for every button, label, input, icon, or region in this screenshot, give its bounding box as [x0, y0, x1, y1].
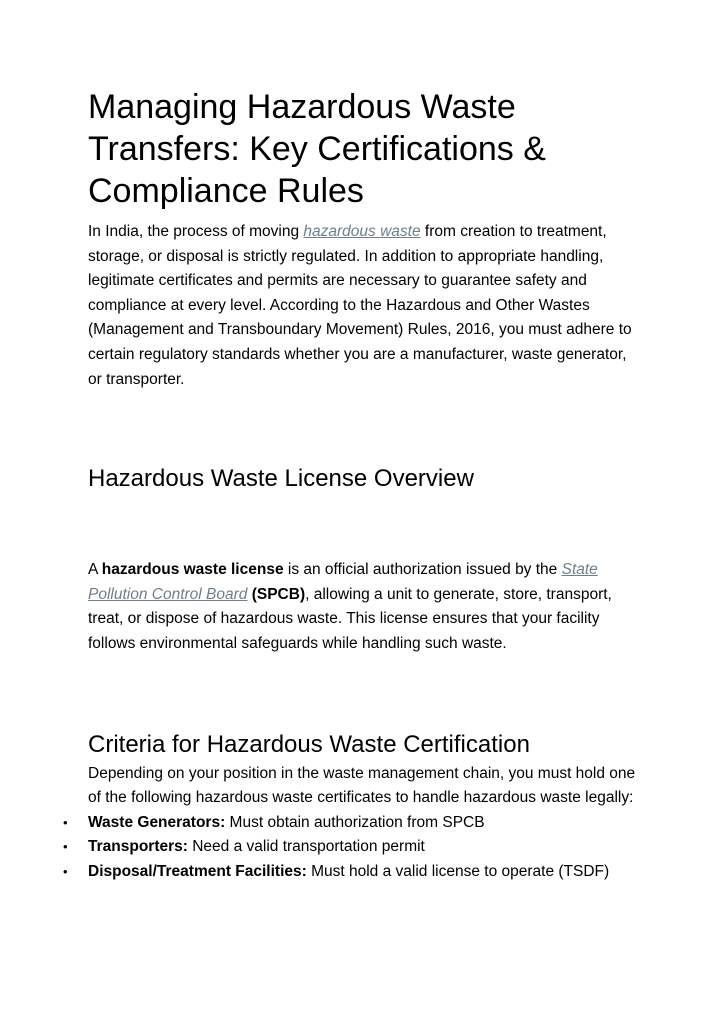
license-text-mid: is an official authorization issued by the: [283, 561, 562, 579]
list-item: [63, 860, 640, 885]
license-paragraph: [88, 558, 640, 656]
list-item-label: Transporters:: [88, 838, 188, 856]
intro-paragraph: [88, 220, 640, 392]
criteria-list: [63, 811, 640, 885]
document-page: [63, 86, 640, 885]
list-item-text: Must hold a valid license to operate (TSDF): [306, 862, 610, 880]
license-bold-abbr: (SPCB): [251, 585, 306, 603]
list-item: [63, 811, 640, 836]
list-item: [63, 835, 640, 860]
list-item-label: Disposal/Treatment Facilities:: [88, 862, 307, 880]
license-text-end: , allowing a unit to generate, store, transport, treat, or dispose of hazardous waste. This license ensures that your facility follows environmental safeguards while handling such waste.: [88, 585, 612, 652]
list-item-label: Waste Generators:: [88, 813, 226, 831]
criteria-intro: Depending on your position in the waste management chain, you must hold one of the following hazardous waste certificates to handle hazardous waste legally:: [88, 764, 636, 807]
license-text-start: A: [88, 561, 102, 579]
page-title: Managing Hazardous Waste Transfers: Key Certifications & Compliance Rules: [88, 88, 546, 210]
license-bold-term: hazardous waste license: [101, 561, 284, 579]
bullet-icon: •: [63, 839, 68, 855]
list-item-text: Need a valid transportation permit: [187, 838, 425, 856]
criteria-heading: Criteria for Hazardous Waste Certification: [88, 730, 530, 758]
intro-text-start: In India, the process of moving: [88, 223, 304, 240]
spcb-link[interactable]: State Pollution Control Board: [88, 561, 598, 603]
bullet-icon: •: [63, 863, 68, 879]
intro-text-end: from creation to treatment, storage, or disposal is strictly regulated. In addition to appropriate handling, legitimate certificates and permits are necessary to guarantee safety and compliance at every level. According to the Hazardous and Other Wastes (Management and Transboundary Movement) Rules, 2016, you must adhere to certain regulatory standards whether you are a manufacturer, waste generator, or transporter.: [88, 223, 632, 388]
bullet-icon: •: [63, 814, 68, 830]
list-item-text: Must obtain authorization from SPCB: [225, 813, 485, 831]
hazardous-waste-link[interactable]: hazardous waste: [303, 223, 421, 240]
license-overview-heading: Hazardous Waste License Overview: [88, 465, 474, 493]
